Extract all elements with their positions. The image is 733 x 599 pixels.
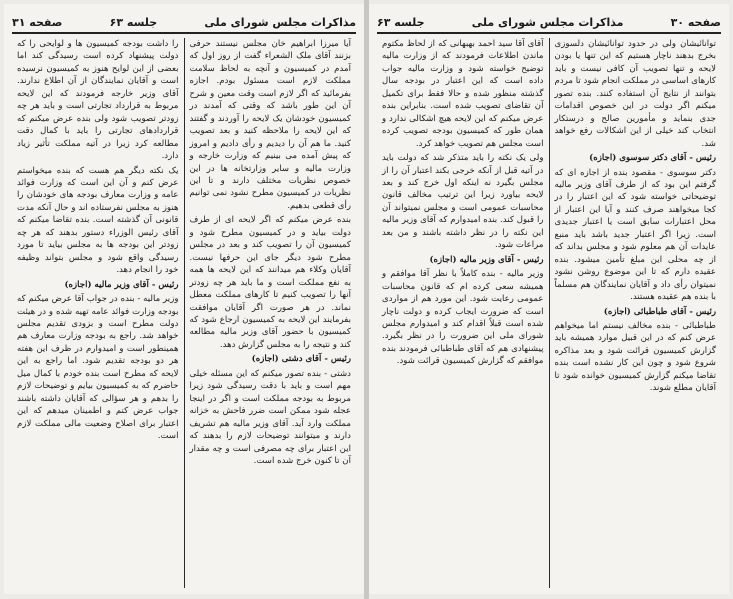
paragraph: رئیس - آقای دشتی (اجازه) xyxy=(251,354,351,365)
paragraph: وزیر مالیه - بنده کاملاً با نظر آقا موافقم و همیشه سعی کرده ام که قانون محاسبات عمومی رعایت شود. این مورد هم از مواردی است که ضرورت ایجاب کرده و دولت ناچار شده است قبلاً اقدام کند و امیدوارم مجلس شورای ملی این ضرورت را در نظر بگیرد. پیشنهادی هم که آقای طباطبائی فرمودند بنده موافقم که گزارش کمیسیون قرائت شود. xyxy=(382,269,544,367)
right-page-title: مذاکرات مجلس شورای ملی xyxy=(471,15,624,29)
left-page-number: صفحه ۳۱ xyxy=(12,15,63,29)
paragraph: یک نکته دیگر هم هست که بنده میخواستم عرض کنم و آن این است که وزارت فوائد عامه و وزارت معارف بودجه های خودشان را هنوز به مجلس نفرستاده اند و حال آنکه مدت قانونی آن گذشته است. بنده تقاضا میکنم که آقای رئیس الوزراء دستور بدهند که هر چه زودتر این بودجه ها به مجلس بیاید تا مورد رسیدگی واقع شود و مجلس بتواند وظیفه خود را انجام دهد. xyxy=(17,165,179,276)
paragraph: رئیس - آقای وزیر مالیه (اجازه) xyxy=(429,254,544,265)
paragraph: آیا میرزا ابراهیم خان مجلس نیستند حرفی بزنند آقای ملک الشعراء گفت از روز اول که آمدم در کمیسیون و آنچه به لحاظ سلامت مملکت لازم است مسئول بودم. اجازه بفرمائید که اگر لازم است وقت معین و شرح آن این طور باشد که وقتی که آمدند در کمیسیون خودشان یک لایحه را آوردند و گفتند که این لایحه را ملاحظه کنید و بعد تصویب کنید. ما هم آن را دیدیم و رأی دادیم و امروز که پیش آمده می بینیم که وزارت خارجه و وزارت مالیه و سایر وزارتخانه ها در این خصوص نظریات مختلف دارند و تا این نظریات در کمیسیون مطرح نشود نمی توانیم رأی قطعی بدهیم. xyxy=(189,39,351,211)
paragraph: رئیس - آقای وزیر مالیه (اجازه) xyxy=(64,279,179,290)
right-page xyxy=(369,4,729,594)
left-page-session: جلسه ۶۳ xyxy=(109,15,158,29)
paragraph: دکتر سوسوی - مقصود بنده از اجازه ای که گرفتم این بود که از طرف آقای وزیر مالیه توضیحاتی خواسته شود که این اعتبار را در کجا میخواهند صرف کنند و آیا این اعتبار از محل اعتبارات سابق است یا اعتبار جدیدی است. زیرا اگر اعتبار جدید باشد باید منبع عایدات آن هم معلوم شود و مجلس بداند که از چه محلی این مبلغ تأمین میشود. بنده عقیده دارم که تا این موضوع روشن نشود نمیتوان رأی داد و آقایان نمایندگان هم مسلماً با بنده هم عقیده هستند. xyxy=(554,167,716,303)
left-page-columns xyxy=(12,38,356,588)
right-page-column-right xyxy=(550,38,722,588)
left-page xyxy=(4,4,364,594)
paragraph: وزیر مالیه - بنده در جواب آقا عرض میکنم که بودجه وزارت فوائد عامه تهیه شده و در هیئت دولت مطرح است و بزودی تقدیم مجلس خواهد شد. راجع به بودجه وزارت معارف هم همینطور است و امیدوارم در ظرف این هفته هر دو بودجه تقدیم شود. اما راجع به این لایحه که مطرح است بنده خودم با کمال میل حاضرم که به کمیسیون بیایم و توضیحات لازم را بدهم و هر سؤالی که آقایان داشته باشند جواب عرض کنم و اطمینان میدهم که این اعتبار برای اصلاح وضعیت مالی مملکت لازم است. xyxy=(17,294,179,442)
left-page-header xyxy=(12,12,356,34)
right-page-column-left xyxy=(377,38,549,588)
paragraph: ولی یک نکته را باید متذکر شد که دولت باید در آتیه قبل از آنکه خرجی بکند اعتبار آن را از مجلس بگیرد نه اینکه اول خرج کند و بعد لایحه بیاورد زیرا این ترتیب مخالف قانون محاسبات عمومی است و مجلس نمیتواند آن را قبول کند. بنده امیدوارم که آقای وزیر مالیه این نکته را در نظر داشته باشند و من بعد مراعات شود. xyxy=(382,153,544,251)
paragraph: دشتی - بنده تصور میکنم که این مسئله خیلی مهم است و باید با دقت رسیدگی شود زیرا مربوط به بودجه مملکت است و اگر در اینجا عجله شود ممکن است ضرر فاحش به خزانه مملکت وارد آید. آقای وزیر مالیه هم تشریف دارند و میتوانند توضیحات لازم را بدهند که این اعتبار برای چه مصرفی است و چه مقدار آن تا کنون خرج شده است. xyxy=(189,368,351,466)
paragraph: توانائیشان ولی در حدود توانائیشان دلسوزی بخرج بدهند ناچار هستیم که این تنها یا بودن لایحه و تنها تصویب آن کافی نیست و باید کارهای اساسی در مملکت انجام شود تا مردم بتوانند از نتایج آن استفاده کنند. بنده تصور میکنم اگر دولت در این خصوص اقدامات جدی بنماید و مأمورین صالح و درستکار انتخاب کند خیلی از این اشکالات رفع خواهد شد. xyxy=(554,39,716,149)
left-page-column-left xyxy=(12,38,184,588)
paragraph: را داشت بودجه کمیسیون ها و لوایحی را که دولت پیشنهاد کرده است رسیدگی کند اما بعضی از این لوایح هنوز به کمیسیون نرسیده است و آقایان نمایندگان از آن اطلاع ندارند. آقای وزیر خارجه فرمودند که این لایحه مربوط به قرارداد تجارتی است و باید هر چه زودتر تصویب شود ولی بنده عرض میکنم که قراردادهای تجارتی را باید با کمال دقت مطالعه کرد زیرا در آتیه مملکت تأثیر زیاد دارد. xyxy=(17,39,179,162)
paragraph: رئیس - آقای طباطبائی (اجازه) xyxy=(603,306,716,317)
left-page-title: مذاکرات مجلس شورای ملی xyxy=(204,15,356,29)
right-page-number: صفحه ۳۰ xyxy=(670,15,721,29)
paragraph: آقای آقا سید احمد بهبهانی که از لحاظ مکتوم ماندن اطلاعات فرمودند که از وزارت مالیه توضیح خواسته شود و وزارت مالیه جواب داده است که این اعتبار در بودجه سال گذشته منظور شده و حالا فقط برای تکمیل آن تقاضای تصویب شده است. بنابراین بنده عرض میکنم که این لایحه هیچ اشکالی ندارد و همان طور که کمیسیون بودجه تصویب کرده است مجلس هم تصویب خواهد کرد. xyxy=(382,39,544,149)
right-page-columns xyxy=(377,38,721,588)
paragraph: طباطبائی - بنده مخالف نیستم اما میخواهم عرض کنم که در این قبیل موارد همیشه باید گزارش کمیسیون قرائت شود و بعد مذاکره شروع شود و چون این کار نشده است بنده تقاضا میکنم گزارش کمیسیون خوانده شود تا آقایان مطلع شوند. xyxy=(554,320,716,394)
right-page-header xyxy=(377,12,721,34)
right-page-session: جلسه ۶۳ xyxy=(377,15,425,29)
paragraph: رئیس - آقای دکتر سوسوی (اجازه) xyxy=(589,153,716,164)
paragraph: بنده عرض میکنم که اگر لایحه ای از طرف دولت بیاید و در کمیسیون مطرح شود و کمیسیون آن را تصویب کند و بعد در مجلس مطرح شود دیگر جای این حرفها نیست. آقایان وکلاء هم میدانند که این لایحه ها همه به نفع مملکت است و ما باید هر چه زودتر آنها را تصویب کنیم تا کارهای مملکت معطل نماند. در هر صورت اگر آقایان موافقت بفرمایند این لایحه به کمیسیون ارجاع شود که کمیسیون با حضور آقای وزیر مالیه مطالعه کند و نتیجه را به مجلس گزارش دهد. xyxy=(189,215,351,350)
left-page-column-right xyxy=(185,38,357,588)
